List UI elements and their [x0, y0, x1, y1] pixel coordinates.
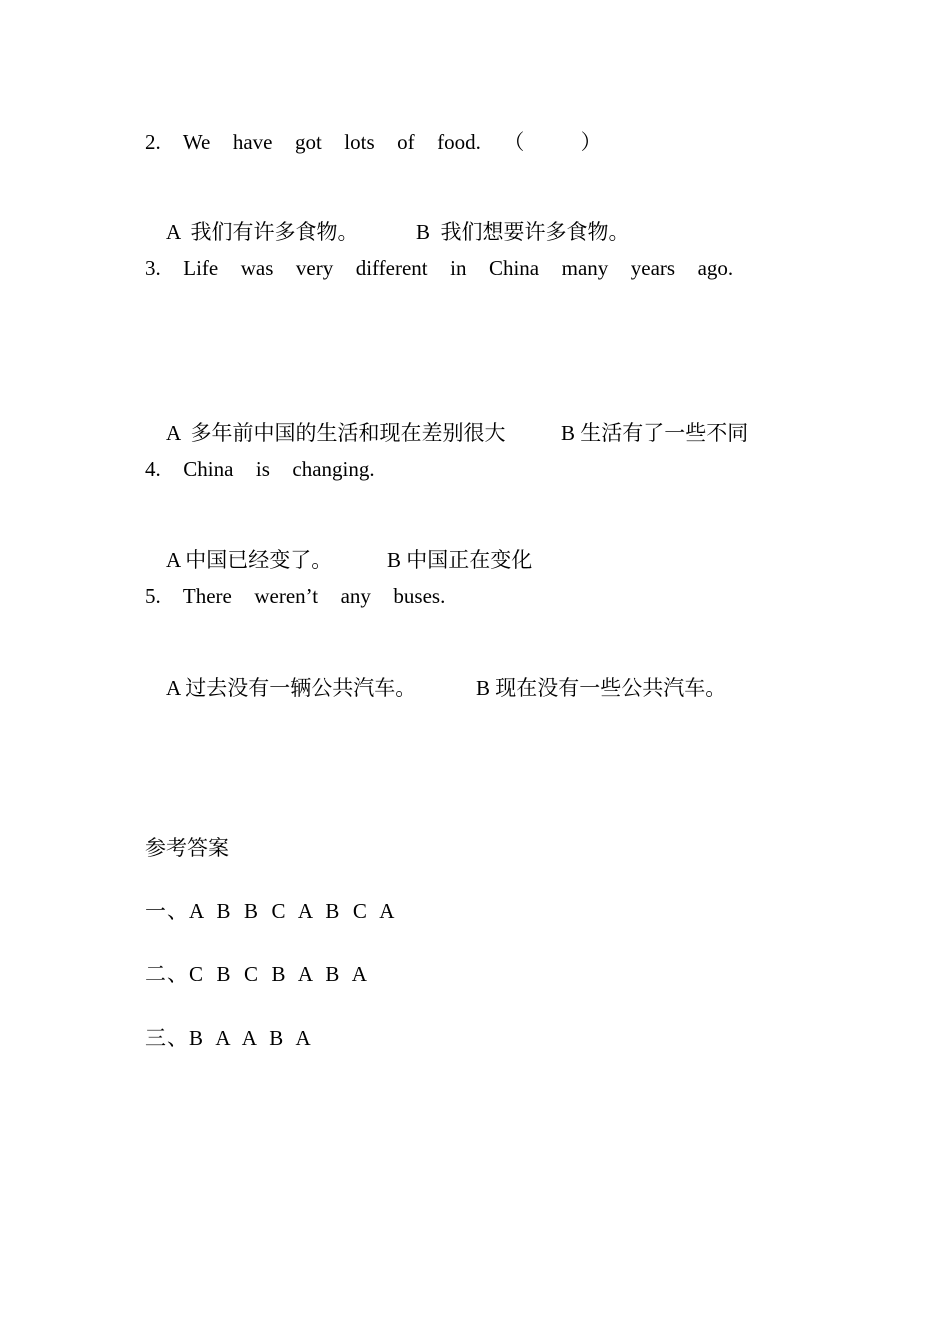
answer-line-1: 一、A B B C A B C A: [145, 899, 396, 923]
question-3-option-b: B 生活有了一些不同: [561, 421, 749, 445]
answer-line-2: 二、C B C B A B A: [145, 962, 368, 986]
question-2-sentence: 2. We have got lots of food. （ ）: [145, 130, 602, 154]
answer-line-3: 三、B A A B A: [145, 1026, 312, 1050]
answer-key-title: 参考答案: [145, 836, 229, 860]
question-3-option-a: A 多年前中国的生活和现在差别很大: [166, 421, 506, 445]
question-4-option-b: B 中国正在变化: [387, 548, 533, 572]
question-2-option-b: B 我们想要许多食物。: [416, 220, 630, 244]
question-4-sentence: 4. China is changing.: [145, 457, 375, 481]
question-5-option-b: B 现在没有一些公共汽车。: [476, 676, 727, 700]
question-5-options: [145, 646, 726, 730]
question-5-option-a: A 过去没有一辆公共汽车。: [166, 676, 417, 700]
question-5-sentence: 5. There weren’t any buses.: [145, 584, 446, 608]
question-2-option-a: A 我们有许多食物。: [166, 220, 359, 244]
question-4-option-a: A 中国已经变了。: [166, 548, 333, 572]
question-3-sentence: 3. Life was very different in China many years ago.: [145, 256, 734, 280]
